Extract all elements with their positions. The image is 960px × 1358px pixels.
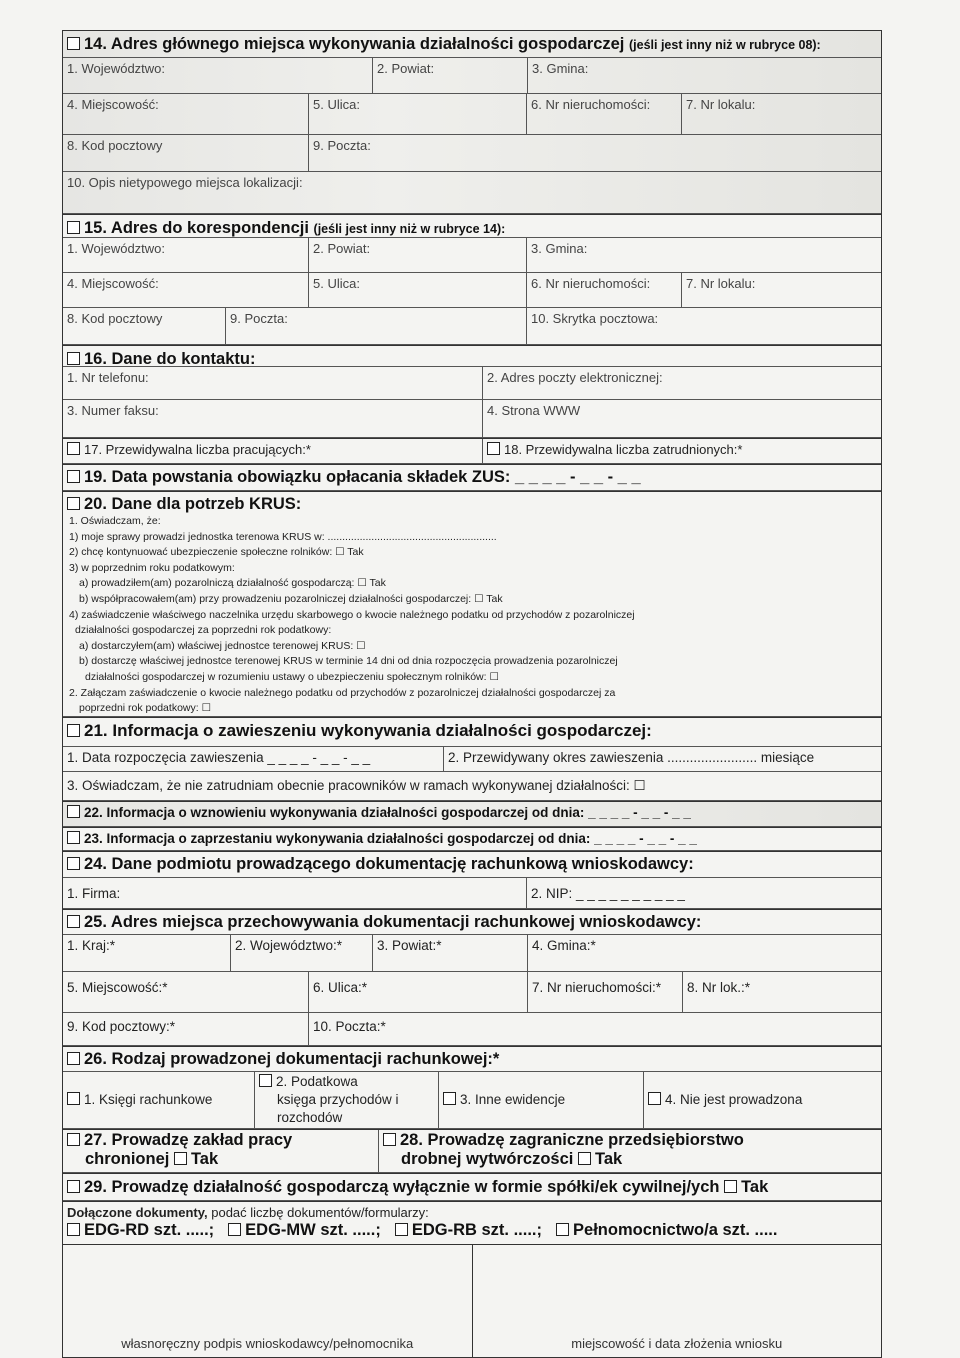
s24-nip[interactable]: 2. NIP: _ _ _ _ _ _ _ _ _ _ xyxy=(531,886,685,901)
checkbox-29-tak[interactable] xyxy=(724,1180,737,1193)
s26-option-not-kept[interactable]: 4. Nie jest prowadzona xyxy=(644,1072,881,1128)
s15-voivodeship[interactable]: 1. Województwo: xyxy=(63,238,309,272)
attachments-label: Dołączone dokumenty, podać liczbę dokumentów/formularzy: xyxy=(67,1205,429,1220)
s25-locality[interactable]: 5. Miejscowość:* xyxy=(63,972,309,1012)
s25-apartment-no[interactable]: 8. Nr lok.:* xyxy=(687,980,751,995)
section-21 xyxy=(62,717,882,801)
checkbox-22[interactable] xyxy=(67,805,80,818)
krus-statements: 1. Oświadczam, że: 1) moje sprawy prowadzi jednostka terenowa KRUS w: .......................................................... 2) chcę kontynuować ubezpieczenie społeczne rolników: ☐ Tak 3) w poprzednim roku podatkowym: a) prowadziłem(am) pozarolniczą działalność gospodarczą: ☐ Tak b) współpracowałem(am) przy prowadzeniu pozarolniczej działalności gospodarczej: ☐ Tak 4) zaświadczenie właściwego naczelnika urzędu skarbowego o kwocie należnego podatku od przychodów z pozarolniczej działalności gospodarczej za poprzedni rok podatkowy: a) dostarczyłem(am) właściwej jednostce terenowej KRUS: ☐ b) dostarczę właściwej jednostce terenowej KRUS w terminie 14 dni od dnia rozpoczęcia prowadzenia pozarolniczej działalności gospodarczej w rozumieniu ustawy o ubezpieczeniu społecznym rolników: ☐ 2. Załączam zaświadczenie o kwocie należnego podatku od przychodów z pozarolniczej działalności gospodarczej za poprzedni rok podatkowy: ☐ xyxy=(69,515,635,715)
s25-country[interactable]: 1. Kraj:* xyxy=(63,935,231,971)
section-14 xyxy=(62,30,882,214)
s26-option-accounting-books[interactable]: 1. Księgi rachunkowe xyxy=(63,1072,255,1128)
s15-county[interactable]: 2. Powiat: xyxy=(309,238,527,272)
section-16-header: 16. Dane do kontaktu: xyxy=(63,346,881,366)
s14-commune[interactable]: 3. Gmina: xyxy=(532,61,589,76)
s25-post-office[interactable]: 10. Poczta:* xyxy=(313,1019,386,1034)
attachment-edg-mw[interactable]: EDG-MW szt. .....; xyxy=(228,1221,381,1240)
section-22 xyxy=(62,801,882,827)
s29-civil-partnership[interactable]: 29. Prowadzę działalność gospodarczą wyłącznie w formie spółki/ek cywilnej/ych Tak xyxy=(63,1174,881,1200)
s18-employees[interactable]: 18. Przewidywalna liczba zatrudnionych:* xyxy=(483,439,881,463)
attachment-power-of-attorney[interactable]: Pełnomocnictwo/a szt. ..... xyxy=(556,1221,777,1240)
s15-locality[interactable]: 4. Miejscowość: xyxy=(63,273,309,307)
checkbox-14[interactable] xyxy=(67,37,80,50)
attachments xyxy=(62,1201,882,1244)
section-15 xyxy=(62,214,882,345)
checkbox-26-2[interactable] xyxy=(259,1074,272,1087)
s25-postal-code[interactable]: 9. Kod pocztowy:* xyxy=(63,1013,309,1045)
section-26-header: 26. Rodzaj prowadzonej dokumentacji rachunkowej:* xyxy=(63,1047,881,1071)
s21-suspension-period[interactable]: 2. Przewidywany okres zawieszenia ........................ miesiące xyxy=(448,750,815,765)
s15-street[interactable]: 5. Ulica: xyxy=(309,273,527,307)
s16-fax[interactable]: 3. Numer faksu: xyxy=(63,400,483,437)
s23-cessation[interactable]: 23. Informacja o zaprzestaniu wykonywania działalności gospodarczej od dnia: _ _ _ _ - _ _ - _ _ xyxy=(63,828,881,850)
s26-option-other-records[interactable]: 3. Inne ewidencje xyxy=(439,1072,644,1128)
section-20-header: 20. Dane dla potrzeb KRUS: xyxy=(63,492,881,514)
s15-commune[interactable]: 3. Gmina: xyxy=(531,241,588,256)
checkbox-edg-mw[interactable] xyxy=(228,1223,241,1236)
s25-voivodeship[interactable]: 2. Województwo:* xyxy=(231,935,373,971)
s14-apartment-no[interactable]: 7. Nr lokalu: xyxy=(686,97,756,112)
s16-email[interactable]: 2. Adres poczty elektronicznej: xyxy=(487,370,663,385)
checkbox-17[interactable] xyxy=(67,442,80,455)
section-17-18 xyxy=(62,438,882,464)
s25-commune[interactable]: 4. Gmina:* xyxy=(532,938,596,953)
s26-option-tax-book[interactable]: 2. Podatkowa księga przychodów i rozchodów xyxy=(255,1072,439,1128)
checkbox-27-tak[interactable] xyxy=(174,1152,187,1165)
section-26 xyxy=(62,1046,882,1129)
checkbox-20[interactable] xyxy=(67,497,80,510)
checkbox-28-tak[interactable] xyxy=(578,1152,591,1165)
attachment-edg-rd[interactable]: EDG-RD szt. .....; xyxy=(67,1221,214,1240)
s14-county[interactable]: 2. Powiat: xyxy=(373,58,528,93)
section-24-header: 24. Dane podmiotu prowadzącego dokumentację rachunkową wnioskodawcy: xyxy=(63,852,881,877)
s25-building-no[interactable]: 7. Nr nieruchomości:* xyxy=(528,972,683,1012)
checkbox-28[interactable] xyxy=(383,1133,396,1146)
checkbox-21[interactable] xyxy=(67,724,80,737)
checkbox-19[interactable] xyxy=(67,470,80,483)
s14-location-desc[interactable]: 10. Opis nietypowego miejsca lokalizacji: xyxy=(67,175,303,190)
s15-post-office[interactable]: 9. Poczta: xyxy=(226,308,527,344)
s16-phone[interactable]: 1. Nr telefonu: xyxy=(63,367,483,399)
section-19 xyxy=(62,464,882,491)
s16-website[interactable]: 4. Strona WWW xyxy=(487,403,581,418)
checkbox-25[interactable] xyxy=(67,915,80,928)
signature-field[interactable]: własnoręczny podpis wnioskodawcy/pełnomocnika xyxy=(63,1245,473,1357)
s21-suspension-start[interactable]: 1. Data rozpoczęcia zawieszenia _ _ _ _ - _ _ - _ _ xyxy=(63,747,444,771)
checkbox-15[interactable] xyxy=(67,221,80,234)
attachments-list xyxy=(63,1220,881,1244)
section-21-header: 21. Informacja o zawieszeniu wykonywania działalności gospodarczej: xyxy=(63,718,881,746)
s28-foreign-enterprise[interactable]: 28. Prowadzę zagraniczne przedsiębiorstwo drobnej wytwórczości Tak xyxy=(379,1130,881,1172)
s17-workers[interactable]: 17. Przewidywalna liczba pracujących:* xyxy=(63,439,483,463)
checkbox-26-4[interactable] xyxy=(648,1092,661,1105)
s14-voivodeship[interactable]: 1. Województwo: xyxy=(63,58,373,93)
s14-street[interactable]: 5. Ulica: xyxy=(309,94,527,134)
checkbox-16[interactable] xyxy=(67,352,80,365)
s14-post-office[interactable]: 9. Poczta: xyxy=(313,138,371,153)
checkbox-edg-rd[interactable] xyxy=(67,1223,80,1236)
checkbox-29[interactable] xyxy=(67,1180,80,1193)
section-20 xyxy=(62,491,882,717)
checkbox-26-3[interactable] xyxy=(443,1092,456,1105)
checkbox-24[interactable] xyxy=(67,857,80,870)
s14-building-no[interactable]: 6. Nr nieruchomości: xyxy=(527,94,682,134)
s19-zus-date[interactable]: 19. Data powstania obowiązku opłacania składek ZUS: _ _ _ _ - _ _ - _ _ xyxy=(63,465,881,490)
checkbox-26-1[interactable] xyxy=(67,1092,80,1105)
s14-postal-code[interactable]: 8. Kod pocztowy xyxy=(63,135,309,171)
checkbox-27[interactable] xyxy=(67,1133,80,1146)
s25-street[interactable]: 6. Ulica:* xyxy=(309,972,528,1012)
section-24 xyxy=(62,851,882,909)
application-form xyxy=(62,30,882,1358)
checkbox-18[interactable] xyxy=(487,442,500,455)
s15-po-box[interactable]: 10. Skrytka pocztowa: xyxy=(531,311,659,326)
section-14-header: 14. Adres głównego miejsca wykonywania działalności gospodarczej (jeśli jest inny niż w rubryce 08): xyxy=(63,31,881,57)
s15-apartment-no[interactable]: 7. Nr lokalu: xyxy=(686,276,756,291)
section-15-header: 15. Adres do korespondencji (jeśli jest inny niż w rubryce 14): xyxy=(63,215,881,237)
section-29 xyxy=(62,1173,882,1201)
s22-resumption[interactable]: 22. Informacja o wznowieniu wykonywania działalności gospodarczej od dnia: _ _ _ _ - _ _ - _ _ xyxy=(63,802,881,826)
attachment-edg-rb[interactable]: EDG-RB szt. .....; xyxy=(395,1221,542,1240)
s15-postal-code[interactable]: 8. Kod pocztowy xyxy=(63,308,226,344)
checkbox-26[interactable] xyxy=(67,1052,80,1065)
section-16 xyxy=(62,345,882,438)
section-25 xyxy=(62,909,882,1046)
s14-locality[interactable]: 4. Miejscowość: xyxy=(63,94,309,134)
checkbox-power-of-attorney[interactable] xyxy=(556,1223,569,1236)
s24-firm[interactable]: 1. Firma: xyxy=(63,878,527,908)
place-date-field[interactable]: miejscowość i data złożenia wniosku xyxy=(571,1336,783,1351)
signature-area xyxy=(62,1244,882,1358)
section-25-header: 25. Adres miejsca przechowywania dokumentacji rachunkowej wnioskodawcy: xyxy=(63,910,881,934)
section-23 xyxy=(62,827,882,851)
section-27-28 xyxy=(62,1129,882,1173)
checkbox-edg-rb[interactable] xyxy=(395,1223,408,1236)
s21-no-employees[interactable]: 3. Oświadczam, że nie zatrudniam obecnie pracowników w ramach wykonywanej działalności: ☐ xyxy=(67,778,646,793)
s15-building-no[interactable]: 6. Nr nieruchomości: xyxy=(527,273,682,307)
s27-sheltered-workplace[interactable]: 27. Prowadzę zakład pracy chronionej Tak xyxy=(63,1130,379,1172)
s25-county[interactable]: 3. Powiat:* xyxy=(373,935,528,971)
checkbox-23[interactable] xyxy=(67,831,80,844)
